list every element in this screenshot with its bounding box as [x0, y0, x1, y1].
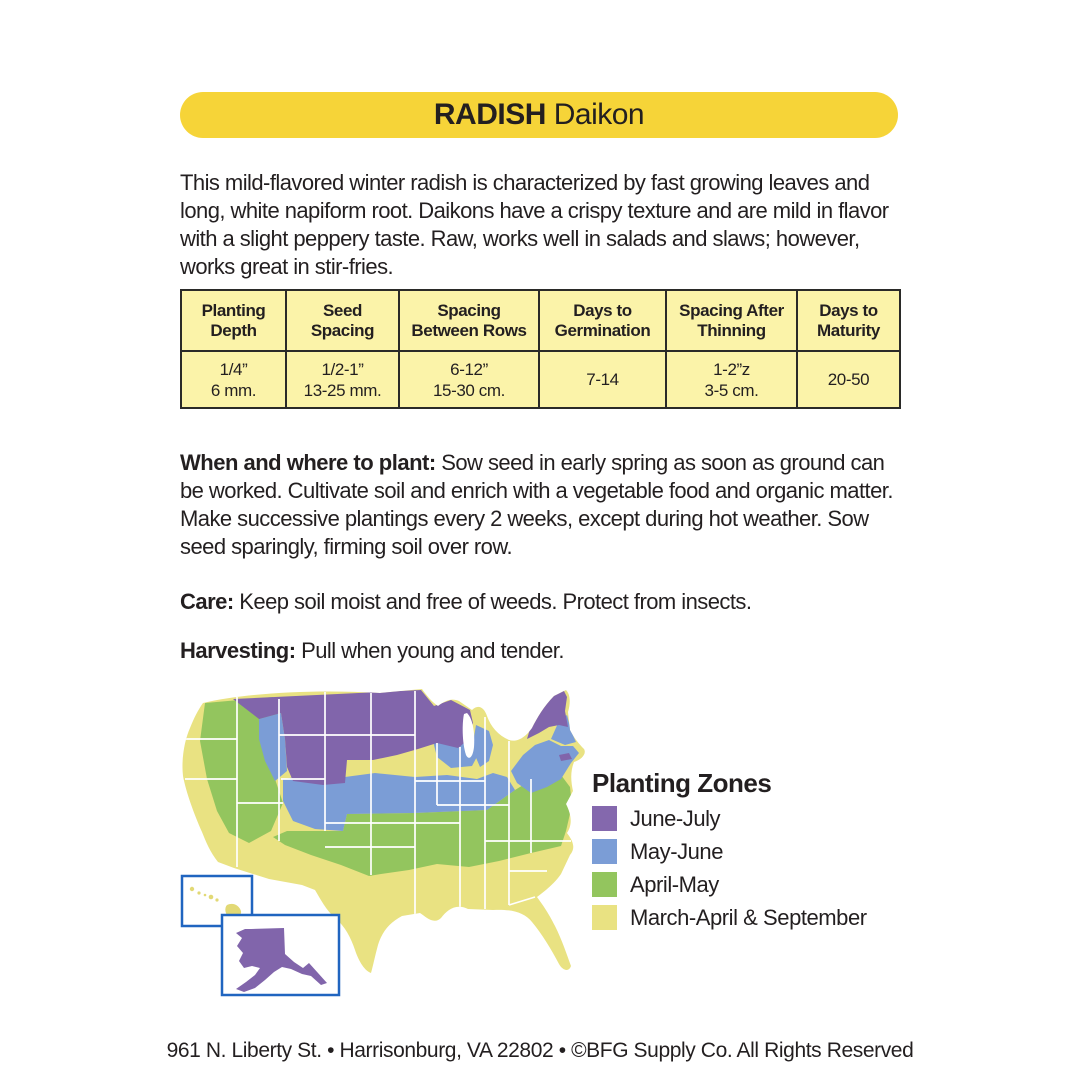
section-when-and-where [180, 449, 906, 561]
legend-label: April-May [630, 871, 719, 897]
header-planting-depth: Planting Depth [181, 290, 286, 351]
value-spacing-after-thinning: 1-2”z 3-5 cm. [666, 351, 797, 408]
legend-item [592, 839, 867, 864]
header-seed-spacing: Seed Spacing [286, 290, 399, 351]
section-text: Keep soil moist and free of weeds. Protect from insects. [233, 589, 752, 614]
section-label: Harvesting: [180, 638, 296, 663]
legend-label: June-July [630, 805, 721, 831]
planting-zones-legend [592, 768, 867, 938]
alaska-inset [222, 915, 339, 995]
legend-swatch-april-may [592, 872, 617, 897]
section-care [180, 588, 906, 616]
description-paragraph: This mild-flavored winter radish is characterized by fast growing leaves and long, white napiform root. Daikons have a crispy texture and are mild in flavor with a slight peppery taste. Raw, works well in salads and slaws; however, works great in stir-fries. [180, 170, 889, 279]
legend-label: May-June [630, 838, 723, 864]
legend-swatch-march-april-september [592, 905, 617, 930]
title-banner [180, 92, 898, 138]
section-harvesting [180, 637, 906, 665]
header-days-to-germination: Days to Germination [539, 290, 666, 351]
legend-item [592, 872, 867, 897]
section-text: Sow seed in early spring as soon as ground can be worked. Cultivate soil and enrich with a vegetable food and organic matter. Make successive plantings every 2 weeks, except during hot weather. Sow seed sparingly, firming soil over row. [180, 450, 893, 559]
legend-swatch-may-june [592, 839, 617, 864]
value-days-to-germination: 7-14 [539, 351, 666, 408]
variety-subname: Daikon [545, 98, 645, 131]
section-text: Pull when young and tender. [295, 638, 564, 663]
table-value-row [181, 351, 900, 408]
planting-spec-table [180, 289, 901, 409]
value-spacing-between-rows: 6-12” 15-30 cm. [399, 351, 539, 408]
us-planting-zones-map [175, 683, 590, 1008]
header-days-to-maturity: Days to Maturity [797, 290, 900, 351]
legend-item [592, 905, 867, 930]
header-spacing-between-rows: Spacing Between Rows [399, 290, 539, 351]
page-title [434, 98, 644, 132]
legend-swatch-june-july [592, 806, 617, 831]
legend-label: March-April & September [630, 904, 867, 930]
footer-address-line: 961 N. Liberty St. • Harrisonburg, VA 22802 • ©BFG Supply Co. All Rights Reserved [166, 1039, 914, 1062]
variety-name: RADISH [433, 98, 546, 131]
value-seed-spacing: 1/2-1” 13-25 mm. [286, 351, 399, 408]
table-header-row [181, 290, 900, 351]
us-map-svg [175, 683, 590, 1008]
section-label: When and where to plant: [180, 450, 436, 475]
section-label: Care: [180, 589, 234, 614]
legend-title: Planting Zones [592, 768, 772, 798]
header-spacing-after-thinning: Spacing After Thinning [666, 290, 797, 351]
value-planting-depth: 1/4” 6 mm. [181, 351, 286, 408]
value-days-to-maturity: 20-50 [797, 351, 900, 408]
legend-item [592, 806, 867, 831]
